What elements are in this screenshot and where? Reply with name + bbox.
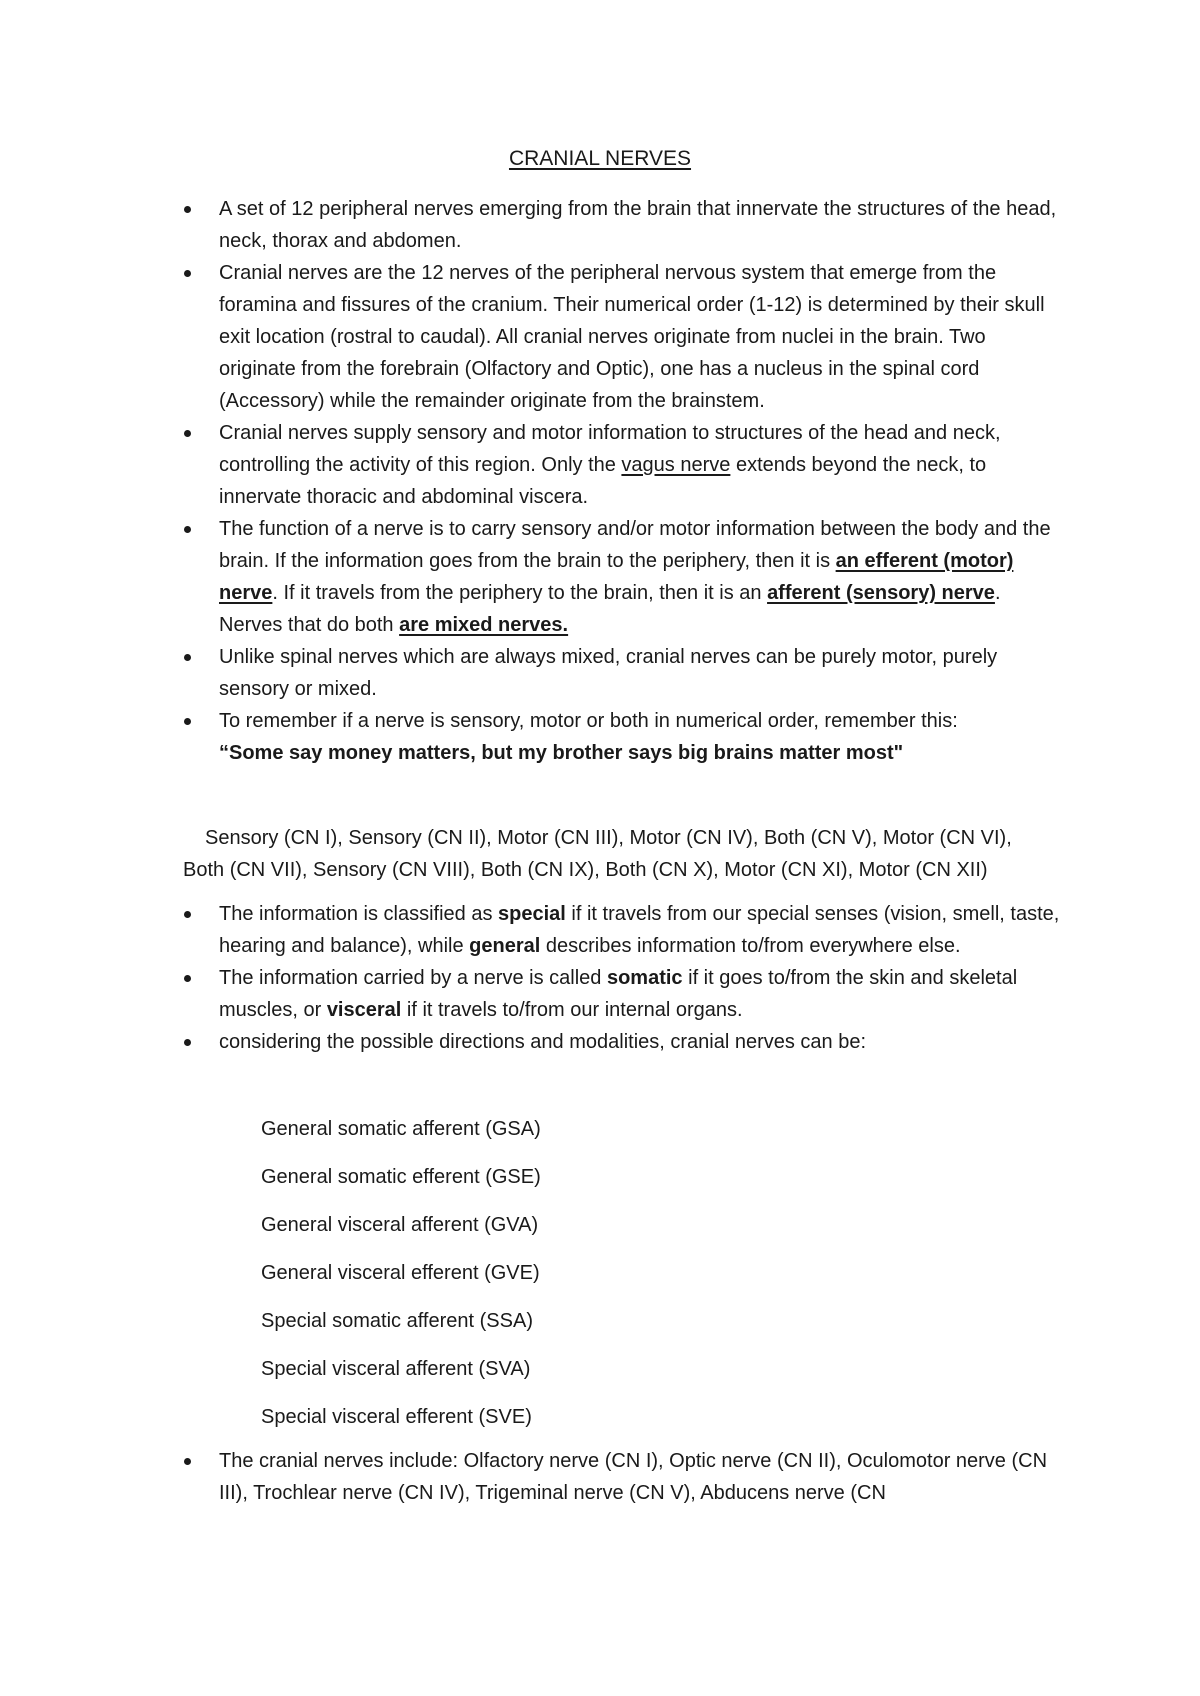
- modality-item: General somatic efferent (GSE): [261, 1166, 541, 1188]
- page-title: CRANIAL NERVES: [508, 147, 692, 170]
- bullet-text: . Nerves that do both: [219, 582, 1001, 636]
- mixed-term: are mixed nerves.: [399, 614, 569, 636]
- bullet-list-nerves: [219, 1445, 1065, 1509]
- vagus-nerve-link[interactable]: vagus nerve: [621, 454, 731, 476]
- bullet-icon: [184, 718, 191, 725]
- list-item: [219, 898, 1065, 962]
- bullet-text: considering the possible directions and modalities, cranial nerves can be:: [219, 1031, 867, 1053]
- list-item: [219, 257, 1065, 417]
- list-item: [219, 1026, 1065, 1058]
- modality-list: [261, 1105, 541, 1441]
- bullet-icon: [184, 654, 191, 661]
- modality-item: General visceral afferent (GVA): [261, 1214, 539, 1236]
- bullet-text: Cranial nerves supply sensory and motor information to structures of the head and neck, controlling the activity of this region. Only the: [219, 422, 1001, 476]
- list-item: [219, 1445, 1065, 1509]
- bullet-text: . If it travels from the periphery to the brain, then it is an: [272, 582, 768, 604]
- bullet-icon: [184, 1039, 191, 1046]
- list-item: [219, 193, 1065, 257]
- modality-item: General somatic afferent (GSA): [261, 1118, 541, 1140]
- bullet-text: Cranial nerves are the 12 nerves of the peripheral nervous system that emerge from the foramina and fissures of the cranium. Their numerical order (1-12) is determined by their skull exit location (rostral to caudal). All cranial nerves originate from nuclei in the brain. Two originate from the forebrain (Olfactory and Optic), one has a nucleus in the spinal cord (Accessory) while the remainder originate from the brainstem.: [219, 262, 1045, 412]
- list-item: [219, 962, 1065, 1026]
- bullet-text: To remember if a nerve is sensory, motor or both in numerical order, remember this:: [219, 710, 958, 732]
- bullet-icon: [184, 206, 191, 213]
- modality-item: Special somatic afferent (SSA): [261, 1310, 533, 1332]
- bullet-list-classification: [219, 898, 1065, 1058]
- bullet-text: describes information to/from everywhere else.: [540, 935, 961, 957]
- modality-item: Special visceral efferent (SVE): [261, 1406, 532, 1428]
- afferent-term: afferent (sensory) nerve: [767, 582, 995, 604]
- efferent-term: an efferent (motor) nerve: [219, 550, 1014, 604]
- bullet-icon: [184, 526, 191, 533]
- nerve-type-summary: Sensory (CN I), Sensory (CN II), Motor (CN III), Motor (CN IV), Both (CN V), Motor (CN VI), Both (CN VII), Sensory (CN VIII), Both (CN IX), Both (CN X), Motor (CN XI), Motor (CN XII): [183, 827, 1012, 881]
- bullet-text: The information is classified as: [219, 903, 499, 925]
- bullet-text: The cranial nerves include: Olfactory nerve (CN I), Optic nerve (CN II), Oculomotor nerve (CN III), Trochlear nerve (CN IV), Trigeminal nerve (CN V), Abducens nerve (CN: [219, 1450, 1048, 1504]
- bullet-text: Unlike spinal nerves which are always mixed, cranial nerves can be purely motor, purely sensory or mixed.: [219, 646, 998, 700]
- bullet-icon: [184, 270, 191, 277]
- modality-item: General visceral efferent (GVE): [261, 1262, 540, 1284]
- bullet-icon: [184, 975, 191, 982]
- bullet-icon: [184, 911, 191, 918]
- bullet-text: extends beyond the neck, to innervate thoracic and abdominal viscera.: [219, 454, 987, 508]
- bullet-icon: [184, 430, 191, 437]
- list-item: [219, 705, 1065, 769]
- bullet-text: if it travels to/from our internal organs.: [401, 999, 743, 1021]
- modality-item: Special visceral afferent (SVA): [261, 1358, 531, 1380]
- bullet-icon: [184, 1458, 191, 1465]
- bullet-text: if it goes to/from the skin and skeletal muscles, or: [219, 967, 1018, 1021]
- list-item: [219, 417, 1065, 513]
- bullet-text: if it travels from our special senses (vision, smell, taste, hearing and balance), while: [219, 903, 1060, 957]
- visceral-term: visceral: [326, 999, 402, 1021]
- bullet-text: A set of 12 peripheral nerves emerging from the brain that innervate the structures of the head, neck, thorax and abdomen.: [219, 198, 1057, 252]
- somatic-term: somatic: [606, 967, 683, 989]
- list-item: [219, 641, 1065, 705]
- bullet-text: The information carried by a nerve is called: [219, 967, 607, 989]
- mnemonic-quote: “Some say money matters, but my brother says big brains matter most": [219, 742, 904, 764]
- bullet-list-intro: [219, 193, 1065, 769]
- general-term: general: [469, 935, 541, 957]
- special-term: special: [498, 903, 566, 925]
- bullet-text: The function of a nerve is to carry sensory and/or motor information between the body and the brain. If the information goes from the brain to the periphery, then it is: [219, 518, 1051, 572]
- list-item: [219, 513, 1065, 641]
